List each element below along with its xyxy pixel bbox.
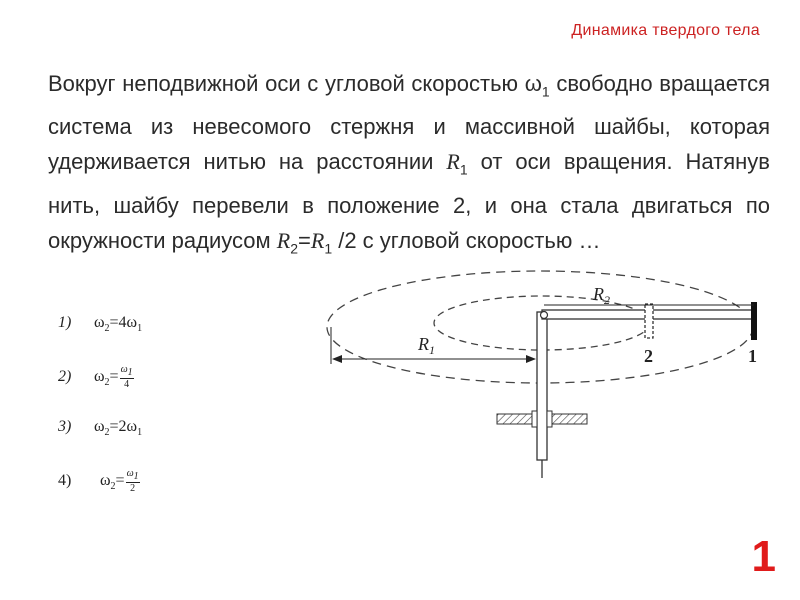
bearing-collar-right: [547, 411, 552, 427]
omega1-sub: 1: [541, 83, 550, 100]
omega-symbol: ω: [100, 471, 111, 489]
r2-var: R: [276, 227, 291, 253]
r1b-var: R: [310, 227, 325, 253]
subscript: 1: [133, 471, 139, 482]
omega-symbol: ω: [126, 468, 134, 479]
position-1-label: 1: [748, 346, 757, 366]
omega-symbol: ω: [120, 364, 128, 375]
omega-symbol: ω: [94, 367, 105, 385]
problem-part2: свободно вращается система из невесомого стержня и массивной шайбы, которая удерживается нитью на расстоянии: [48, 71, 770, 175]
answer-number: 1): [58, 314, 72, 331]
problem-part3: от оси вращения. Натянув нить, шайбу перевели в положение 2, и она стала двигаться по окружности радиусом: [48, 149, 770, 253]
r2-label: $R_2$: [593, 284, 610, 307]
problem-part4: /2 с угловой скоростью …: [332, 227, 601, 253]
slide-number: 1: [751, 532, 776, 581]
equals-sign: =: [109, 367, 119, 385]
puck-position-2: [645, 304, 653, 338]
bearing-left: [497, 414, 533, 424]
omega-symbol: ω: [94, 314, 105, 331]
equals-sign: =: [298, 227, 311, 253]
equals-sign: =: [115, 471, 125, 489]
subscript: 2: [104, 427, 110, 439]
answer-number: 4): [58, 471, 72, 489]
subscript: 2: [104, 323, 110, 335]
r2-sub: 2: [290, 240, 298, 257]
subscript: 2: [104, 376, 110, 388]
r1-label: $R_1$: [418, 334, 435, 357]
topic-header: Динамика твердого тела: [571, 22, 760, 39]
bearing-right: [551, 414, 587, 424]
r1-var: R: [446, 149, 460, 175]
r1b-sub: 1: [324, 240, 333, 257]
subscript: 1: [137, 427, 143, 439]
fraction-denominator: 4: [124, 379, 130, 390]
equals-expr: =4ω: [109, 314, 138, 331]
puck-position-1: [751, 302, 757, 340]
subscript: 1: [137, 323, 143, 335]
equals-expr: =2ω: [109, 418, 138, 435]
r1-sub: 1: [459, 161, 468, 178]
position-2-label: 2: [644, 346, 653, 366]
fraction-denominator: 2: [130, 483, 136, 494]
answer-number: 3): [58, 418, 72, 435]
subscript: 1: [127, 367, 133, 378]
pivot: [541, 312, 548, 319]
answer-number: 2): [58, 367, 72, 385]
problem-part1: Вокруг неподвижной оси с угловой скоростью ω: [48, 71, 542, 96]
rotation-axis: [537, 312, 547, 460]
bearing-collar-left: [532, 411, 537, 427]
omega-symbol: ω: [94, 418, 105, 435]
subscript: 2: [110, 480, 116, 492]
